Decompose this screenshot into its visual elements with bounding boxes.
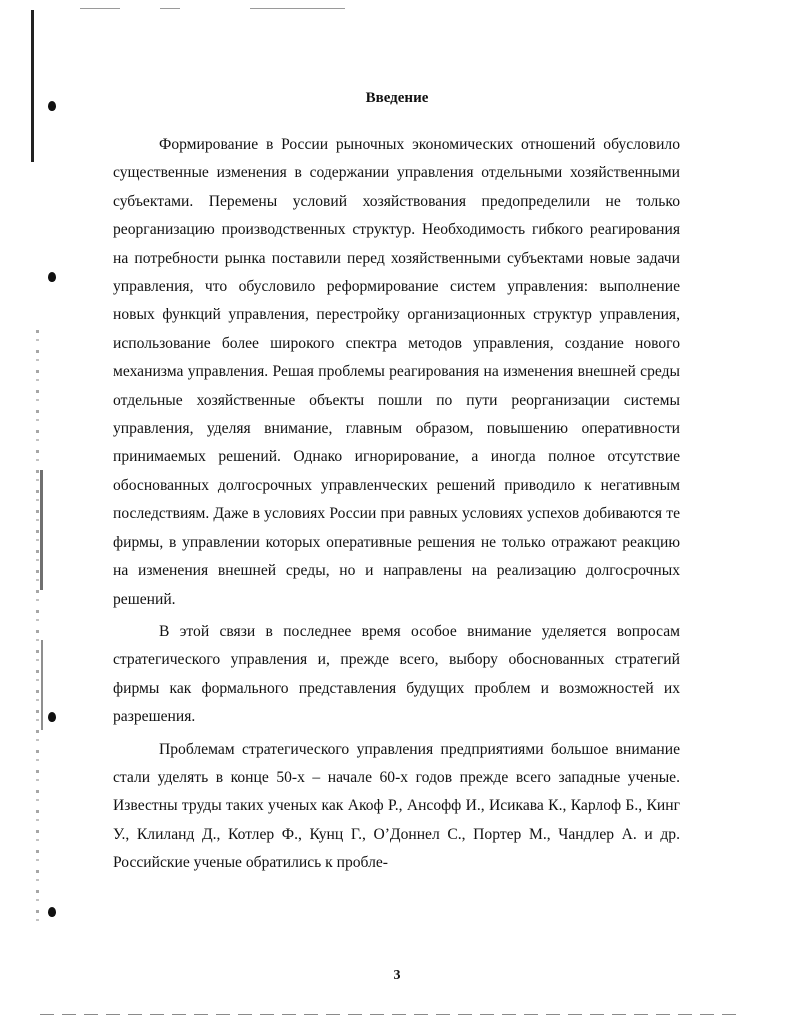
scan-artifact-line — [250, 8, 345, 9]
paragraph: Проблемам стратегического управления предприятиями большое внимание стали уделять в конце 50-х – начале 60-х годов прежде всего западные ученые. Известны труды таких ученых как Акоф Р., Ансофф И., Исикава К., Карлоф Б., Кинг У., Клиланд Д., Котлер Ф., Кунц Г., О’Доннел С., Портер М., Чандлер А. и др. Российские ученые обратились к пробле- — [113, 740, 680, 872]
binding-edge-mark — [40, 470, 43, 590]
binding-edge-mark — [41, 640, 43, 730]
page-number: 3 — [393, 968, 401, 983]
page-title: Введение — [365, 90, 429, 106]
binding-edge-speckle — [36, 330, 39, 930]
paragraph: В этой связи в последнее время особое внимание уделяется вопросам стратегического управления и, прежде всего, выбору обоснованных стратегий фирмы как формального представления будущих проблем и возможностей их разрешения. — [113, 622, 680, 726]
punch-hole — [48, 907, 56, 917]
punch-hole — [48, 712, 56, 722]
binding-edge — [31, 10, 34, 162]
scan-artifact-line — [80, 8, 120, 9]
scan-artifact-line — [40, 1014, 740, 1015]
scan-artifact-line — [160, 8, 180, 9]
paragraph: Формирование в России рыночных экономических отношений обусловило существенные изменения в содержании управления отдельными хозяйственными субъектами. Перемены условий хозяйствования предопределили не только реорганизацию производственных структур. Необходимость гибкого реагирования на потребности рынка поставили перед хозяйственными субъектами новые задачи управления, что обусловило реформирование систем управления: выполнение новых функций управления, перестройку организационных структур управления, использование более широкого спектра методов управления, создание нового механизма управления. Решая проблемы реагирования на изменения внешней среды отдельные хозяйственные объекты пошли по пути реорганизации системы управления, уделяя внимание, главным образом, повышению оперативности принимаемых решений. Однако игнорирование, а иногда полное отсутствие обоснованных долгосрочных управленческих решений приводило к негативным последствиям. Даже в условиях России при равных условиях успехов добиваются те фирмы, в управлении которых оперативные решения не только отражают реакцию на изменения внешней среды, но и направлены на реализацию долгосрочных решений. — [113, 136, 680, 608]
punch-hole — [48, 272, 56, 282]
body-text — [113, 131, 680, 878]
